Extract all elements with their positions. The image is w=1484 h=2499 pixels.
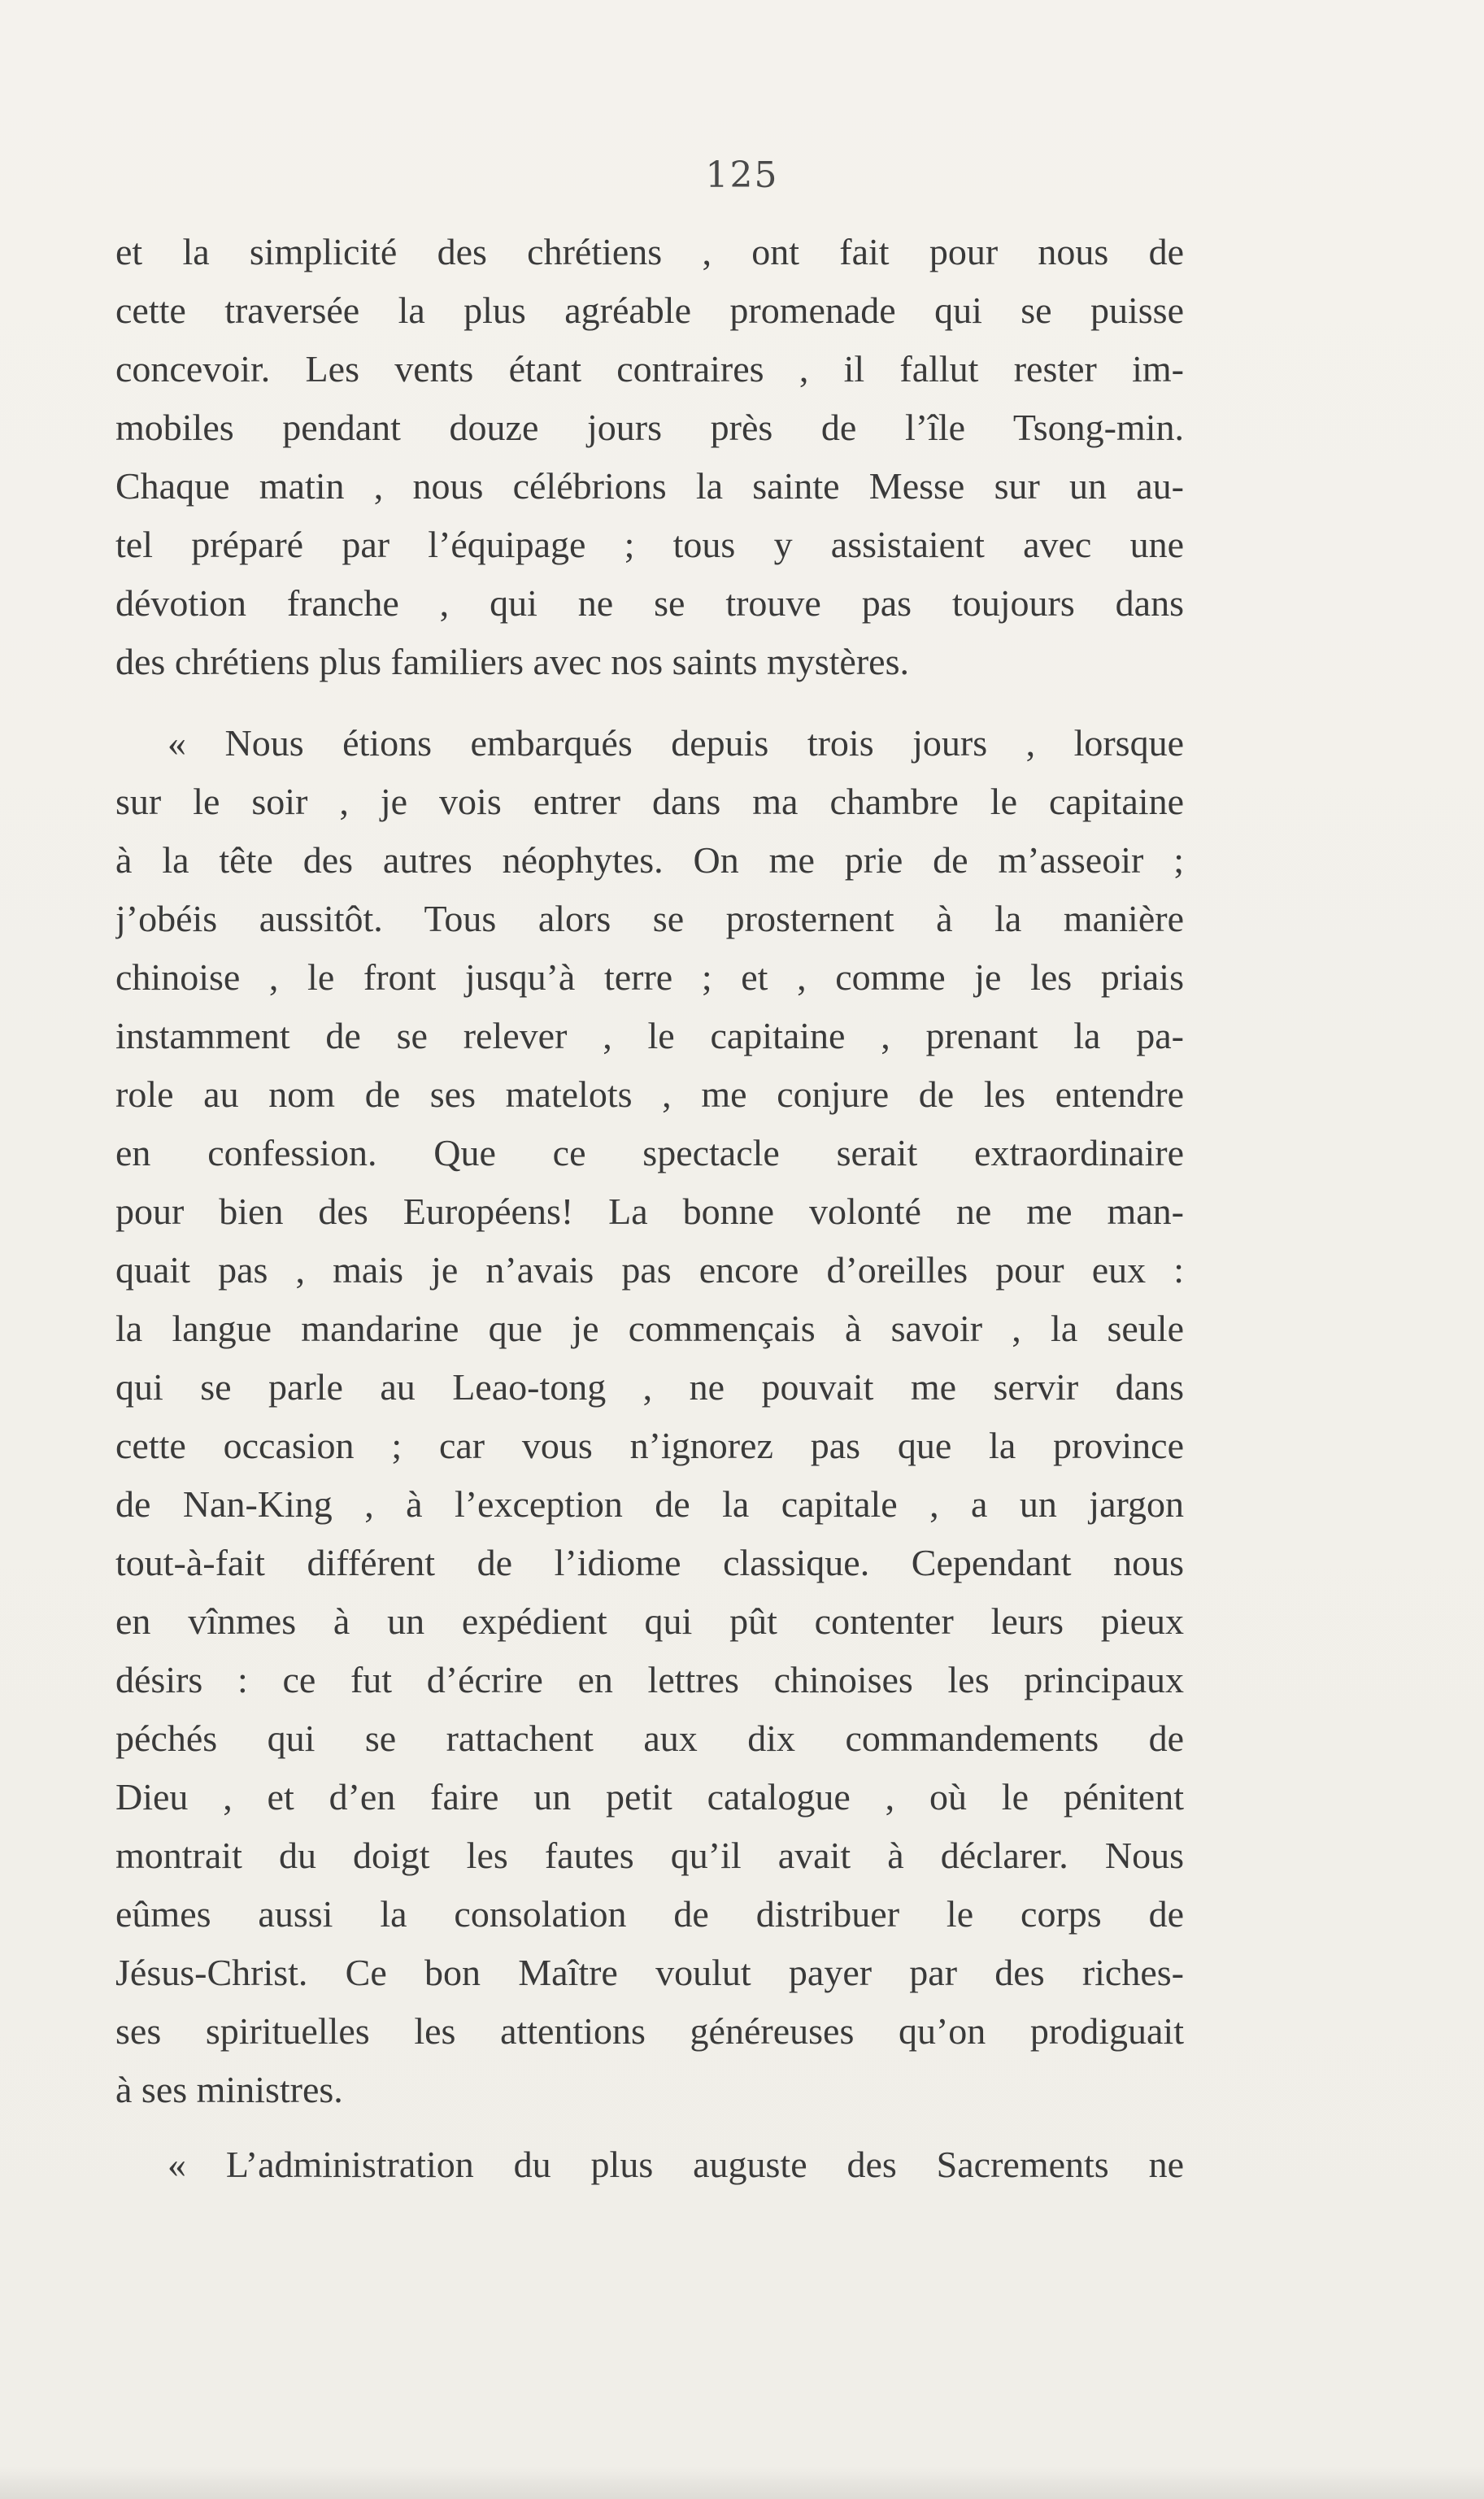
text-line: désirs : ce fut d’écrire en lettres chinoises les principaux xyxy=(115,1659,1184,1700)
text-line: tel préparé par l’équipage ; tous y assistaient avec une xyxy=(115,524,1184,565)
text-line: mobiles pendant douze jours près de l’île Tsong-min. xyxy=(115,407,1184,448)
text-line: role au nom de ses matelots , me conjure de les entendre xyxy=(115,1073,1184,1115)
text-line: cette traversée la plus agréable promenade qui se puisse xyxy=(115,290,1184,331)
text-line: instamment de se relever , le capitaine , prenant la pa- xyxy=(115,1015,1184,1056)
text-line: ses spirituelles les attentions généreuses qu’on prodiguait xyxy=(115,2010,1184,2052)
text-line: pour bien des Européens! La bonne volonté ne me man- xyxy=(115,1191,1184,1232)
text-line: Dieu , et d’en faire un petit catalogue , où le pénitent xyxy=(115,1776,1184,1818)
text-line: des chrétiens plus familiers avec nos saints mystères. xyxy=(115,641,909,682)
text-line: Chaque matin , nous célébrions la sainte Messe sur un au- xyxy=(115,465,1184,507)
text-line: « Nous étions embarqués depuis trois jours , lorsque xyxy=(168,722,1184,764)
text-line: quait pas , mais je n’avais pas encore d’oreilles pour eux : xyxy=(115,1249,1184,1291)
text-line: concevoir. Les vents étant contraires , il fallut rester im- xyxy=(115,348,1184,390)
text-line: tout-à-fait différent de l’idiome classique. Cependant nous xyxy=(115,1542,1184,1583)
text-line: péchés qui se rattachent aux dix commandements de xyxy=(115,1718,1184,1759)
text-line: en vînmes à un expédient qui pût contenter leurs pieux xyxy=(115,1600,1184,1642)
text-line: sur le soir , je vois entrer dans ma chambre le capitaine xyxy=(115,781,1184,822)
paragraph-3 xyxy=(115,2135,1184,2194)
text-line: Jésus-Christ. Ce bon Maître voulut payer par des riches- xyxy=(115,1952,1184,1993)
text-line: « L’administration du plus auguste des Sacrements ne xyxy=(168,2144,1184,2185)
page-edge-shadow xyxy=(0,2466,1484,2499)
text-line: à la tête des autres néophytes. On me prie de m’asseoir ; xyxy=(115,839,1184,881)
text-line: à ses ministres. xyxy=(115,2069,343,2110)
text-line: et la simplicité des chrétiens , ont fait pour nous de xyxy=(115,231,1184,272)
text-line: eûmes aussi la consolation de distribuer le corps de xyxy=(115,1893,1184,1935)
text-line: j’obéis aussitôt. Tous alors se prosternent à la manière xyxy=(115,898,1184,939)
paragraph-1 xyxy=(115,223,1184,691)
paragraph-2 xyxy=(115,714,1184,2119)
text-line: dévotion franche , qui ne se trouve pas toujours dans xyxy=(115,582,1184,624)
text-line: qui se parle au Leao-tong , ne pouvait me servir dans xyxy=(115,1366,1184,1408)
text-line: chinoise , le front jusqu’à terre ; et , comme je les priais xyxy=(115,956,1184,998)
text-line: la langue mandarine que je commençais à savoir , la seule xyxy=(115,1308,1184,1349)
text-line: montrait du doigt les fautes qu’il avait à déclarer. Nous xyxy=(115,1835,1184,1876)
text-line: cette occasion ; car vous n’ignorez pas que la province xyxy=(115,1425,1184,1466)
text-line: en confession. Que ce spectacle serait extraordinaire xyxy=(115,1132,1184,1173)
text-line: de Nan-King , à l’exception de la capitale , a un jargon xyxy=(115,1483,1184,1525)
page-number: 125 xyxy=(705,155,779,196)
